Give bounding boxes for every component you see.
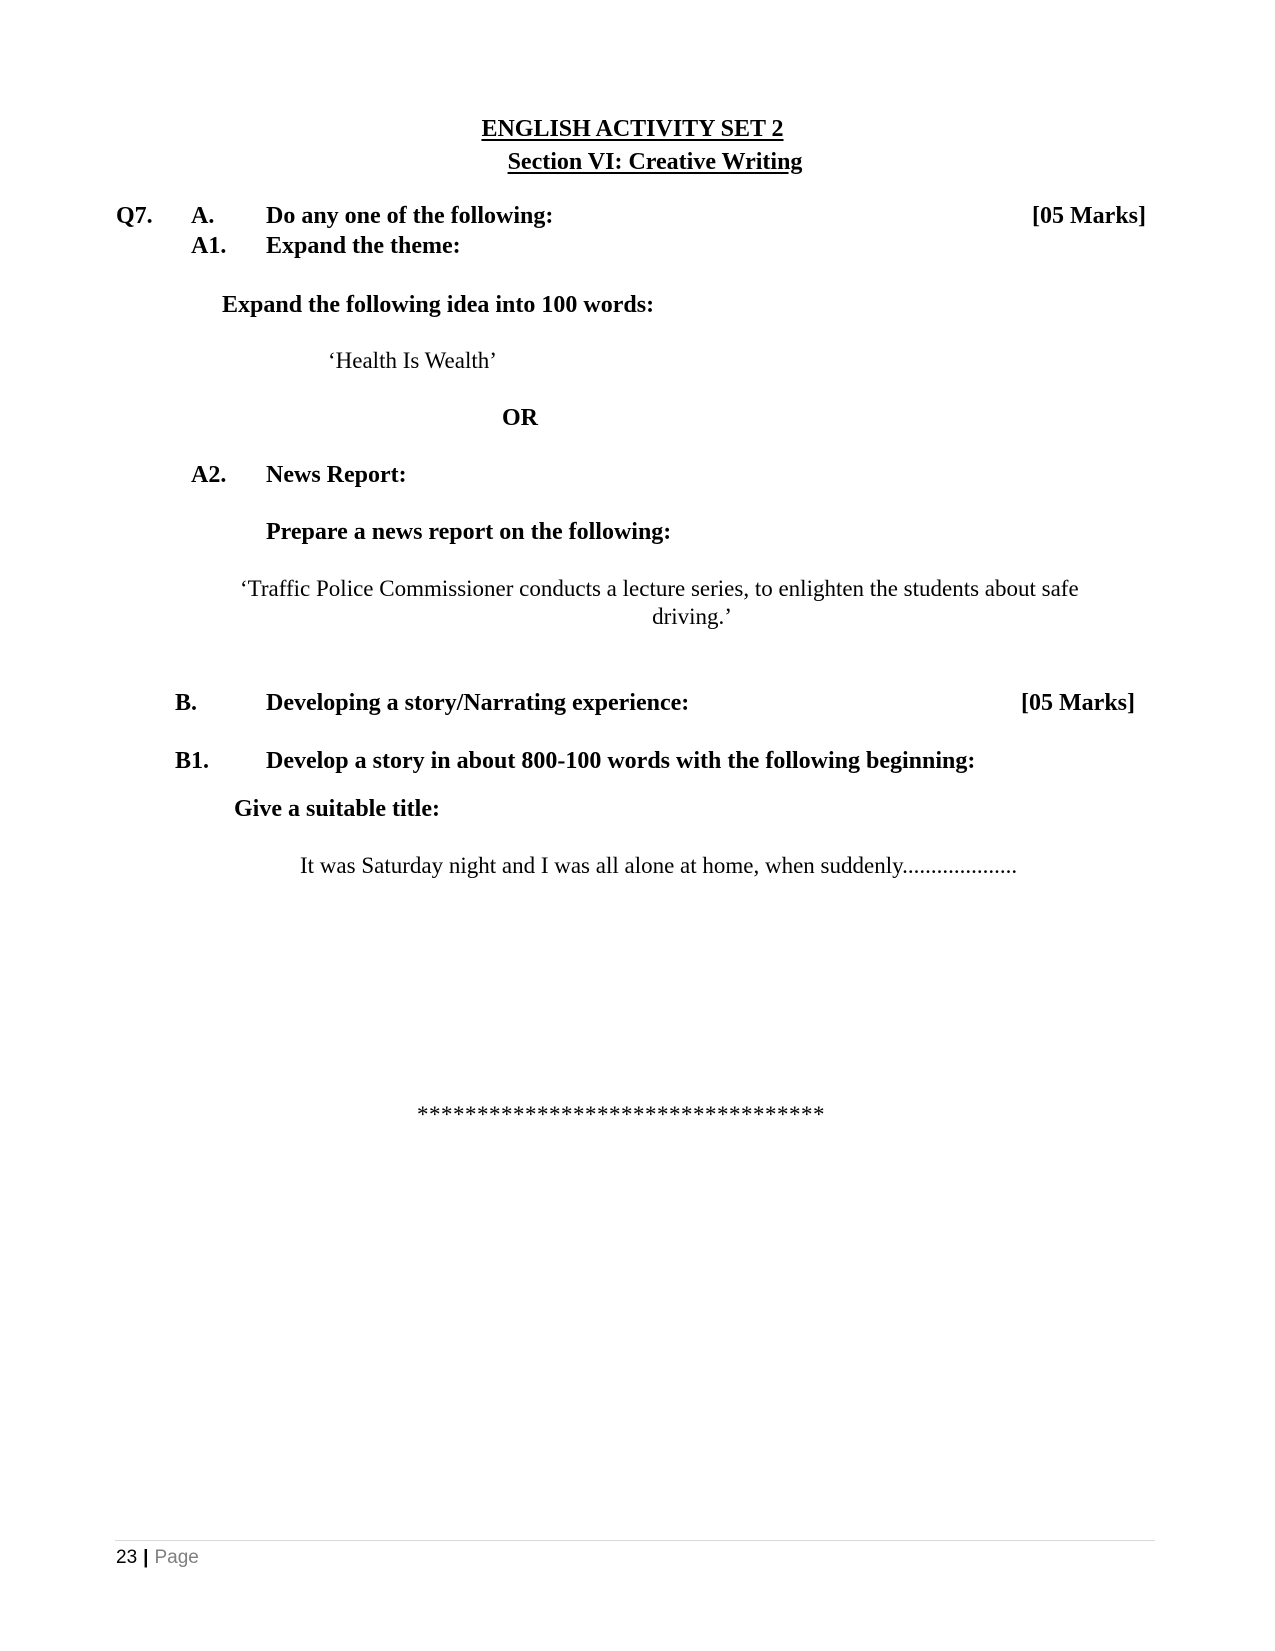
part-b-label: B. — [175, 690, 198, 716]
footer-rule — [115, 1540, 1155, 1541]
footer-separator: | — [143, 1547, 149, 1568]
part-b-instruction: Developing a story/Narrating experience: — [266, 690, 690, 716]
a2-prompt: Prepare a news report on the following: — [266, 519, 672, 545]
part-a-label: A. — [191, 203, 215, 229]
b1-label: B1. — [175, 748, 210, 774]
a1-prompt: Expand the following idea into 100 words: — [222, 292, 655, 318]
part-a-instruction: Do any one of the following: — [266, 203, 554, 229]
question-number: Q7. — [116, 203, 153, 229]
a2-topic-line2: driving.’ — [652, 604, 732, 629]
a1-heading: Expand the theme: — [266, 233, 461, 259]
a1-theme: ‘Health Is Wealth’ — [328, 348, 497, 373]
b1-prompt: Develop a story in about 800-100 words with the following beginning: — [266, 748, 976, 774]
section-title: Section VI: Creative Writing — [507, 149, 803, 175]
b1-story-beginning: It was Saturday night and I was all alone at home, when suddenly.................... — [300, 853, 1018, 878]
document-title: ENGLISH ACTIVITY SET 2 — [481, 116, 784, 142]
part-a-marks: [05 Marks] — [1032, 203, 1146, 229]
or-divider: OR — [502, 405, 538, 431]
a1-label: A1. — [191, 233, 227, 259]
page-label: Page — [154, 1547, 199, 1568]
asterisk-separator: ********************************** — [417, 1102, 825, 1127]
b1-title-prompt: Give a suitable title: — [234, 796, 440, 822]
a2-topic-line1: ‘Traffic Police Commissioner conducts a lecture series, to enlighten the students about safe — [240, 576, 1079, 601]
part-b-marks: [05 Marks] — [1021, 690, 1135, 716]
a2-heading: News Report: — [266, 462, 407, 488]
page-number: 23 — [116, 1547, 138, 1568]
page-footer — [116, 1548, 199, 1567]
a2-label: A2. — [191, 462, 227, 488]
